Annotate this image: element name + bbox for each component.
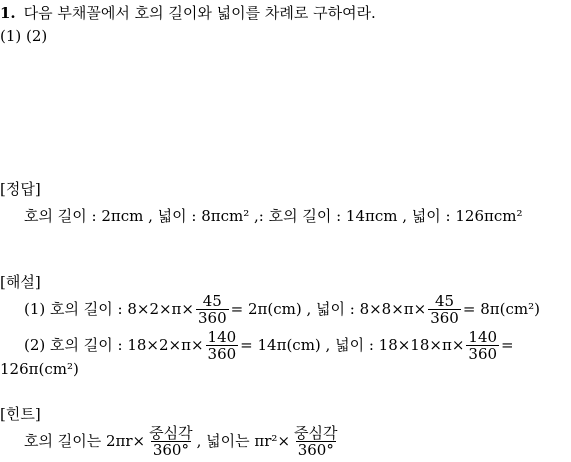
fraction-denominator: 360 [430, 308, 459, 327]
answer-header: [정답] [0, 180, 41, 198]
hint-mid: , 넓이는 πr²× [196, 432, 291, 450]
solution-2-mid: = 14π(cm) , 넓이 : 18×18×π× [240, 336, 465, 354]
fraction-numerator: 45 [202, 291, 222, 310]
question-text: 다음 부채꼴에서 호의 길이와 넓이를 차례로 구하여라. [23, 4, 376, 22]
question-parts: (1) (2) [0, 27, 48, 45]
hint-pre: 호의 길이는 2πr× [24, 432, 146, 450]
solution-1-mid: = 2π(cm) , 넓이 : 8×8×π× [230, 300, 427, 318]
solution-1-fraction-1 [196, 293, 229, 326]
question-line [0, 4, 376, 22]
solution-1-pre: (1) 호의 길이 : 8×2×π× [24, 300, 194, 318]
hint-fraction-2 [292, 425, 339, 458]
solution-2-pre: (2) 호의 길이 : 18×2×π× [24, 336, 204, 354]
solution-2-post: = [501, 336, 514, 354]
solution-1-post: = 8π(cm²) [462, 300, 540, 318]
solution-part-2 [24, 328, 514, 362]
fraction-numerator: 140 [207, 327, 237, 346]
fraction-numerator: 140 [468, 327, 498, 346]
question-number: 1. [0, 4, 16, 22]
solution-part-1 [24, 292, 540, 326]
fraction-numerator: 중심각 [149, 423, 193, 442]
solution-2-fraction-2 [466, 329, 499, 362]
fraction-denominator: 360° [297, 440, 334, 459]
fraction-numerator: 45 [434, 291, 455, 310]
hint-line [24, 424, 342, 458]
hint-fraction-1 [147, 425, 194, 458]
fraction-denominator: 360 [468, 344, 498, 363]
solution-2-continued: 126π(cm²) [0, 360, 79, 378]
solution-1-fraction-2 [428, 293, 461, 326]
solution-2-fraction-1 [206, 329, 239, 362]
fraction-denominator: 360° [152, 440, 189, 459]
fraction-numerator: 중심각 [294, 423, 338, 442]
solution-header: [해설] [0, 273, 41, 291]
fraction-denominator: 360 [207, 344, 237, 363]
hint-header: [힌트] [0, 405, 41, 423]
answer-line: 호의 길이 : 2πcm , 넓이 : 8πcm² ,: 호의 길이 : 14πcm , 넓이 : 126πcm² [24, 207, 523, 225]
fraction-denominator: 360 [197, 308, 227, 327]
